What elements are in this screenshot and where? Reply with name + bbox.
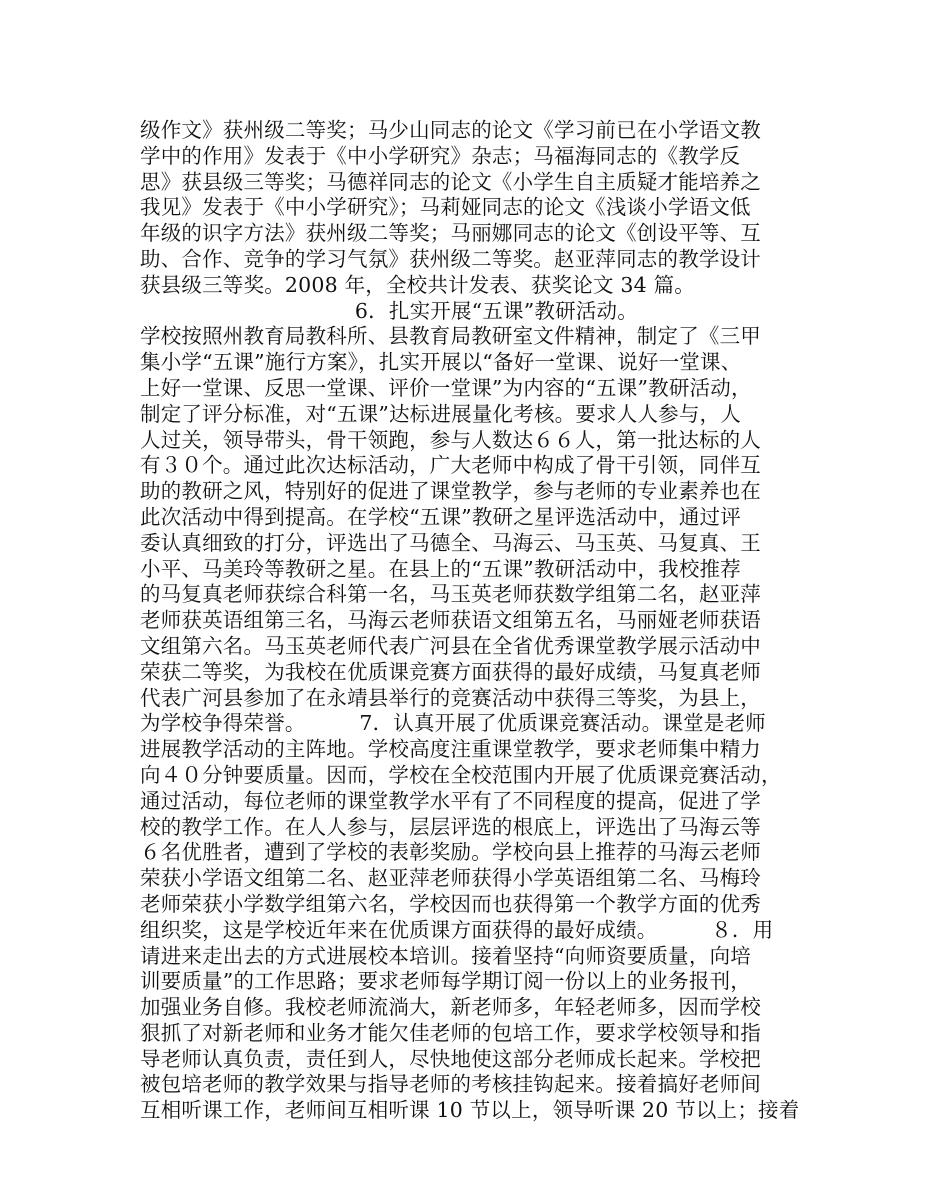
text-line: 校的教学工作。在人人参与，层层评选的根底上，评选出了马海云等 [140, 814, 761, 839]
text-line: 学中的作用》发表于《中小学研究》杂志；马福海同志的《教学反 [140, 143, 741, 168]
text-line: 向４０分钟要质量。因而，学校在全校范围内开展了优质课竞赛活动， [140, 762, 782, 787]
text-line: 级作文》获州级二等奖；马少山同志的论文《学习前已在小学语文教 [140, 118, 761, 142]
text-line: 获县级三等奖。2008 年，全校共计发表、获奖论文 34 篇。 [140, 272, 696, 297]
text-line: 训要质量”的工作思路；要求老师每学期订阅一份以上的业务报刊， [140, 969, 751, 994]
text-line: 狠抓了对新老师和业务才能欠佳老师的包培工作，要求学校领导和指 [140, 1020, 761, 1045]
text-line: 荣获小学语文组第二名、赵亚萍老师获得小学英语组第二名、马梅玲 [140, 866, 761, 891]
text-line: 委认真细致的打分，评选出了马德全、马海云、马玉英、马复真、王 [140, 530, 761, 555]
text-line: ６名优胜者，遭到了学校的表彰奖励。学校向县上推荐的马海云老师 [140, 840, 761, 865]
text-line: 被包培老师的教学效果与指导老师的考核挂钩起来。接着搞好老师间 [140, 1072, 761, 1097]
text-line: 加强业务自修。我校老师流淌大，新老师多，年轻老师多，因而学校 [140, 995, 761, 1020]
text-line: 互相听课工作，老师间互相听课 10 节以上，领导听课 20 节以上；接着 [140, 1098, 800, 1123]
text-line: 的马复真老师获综合科第一名，马玉英老师获数学组第二名，赵亚萍 [140, 582, 761, 607]
text-line: 学校按照州教育局教科所、县教育局教研室文件精神，制定了《三甲 [140, 324, 761, 349]
text-line: 思》获县级三等奖；马德祥同志的论文《小学生自主质疑才能培养之 [140, 169, 761, 194]
text-line: 组织奖，这是学校近年来在优质课方面获得的最好成绩。 ８．用 [140, 917, 774, 942]
text-line: 助、合作、竞争的学习气氛》获州级二等奖。赵亚萍同志的教学设计 [140, 246, 761, 271]
body-text [140, 118, 820, 1124]
text-line: 导老师认真负责，责任到人，尽快地使这部分老师成长起来。学校把 [140, 1046, 761, 1071]
text-line: 人过关，领导带头，骨干领跑，参与人数达６６人，第一批达标的人 [140, 427, 761, 452]
text-line: 制定了评分标准，对“五课”达标进展量化考核。要求人人参与，人 [140, 401, 741, 426]
text-line: 文组第六名。马玉英老师代表广河县在全省优秀课堂教学展示活动中 [140, 633, 761, 658]
text-line: 为学校争得荣誉。 7．认真开展了优质课竞赛活动。课堂是老师 [140, 711, 766, 736]
text-line: 我见》发表于《中小学研究》；马莉娅同志的论文《浅谈小学语文低 [140, 195, 751, 220]
text-line: 6．扎实开展“五课”教研活动。 [140, 298, 638, 323]
text-line: 此次活动中得到提高。在学校“五课”教研之星评选活动中，通过评 [140, 504, 741, 529]
text-line: 助的教研之风，特别好的促进了课堂教学，参与老师的专业素养也在 [140, 479, 761, 504]
text-line: 进展教学活动的主阵地。学校高度注重课堂教学，要求老师集中精力 [140, 737, 761, 762]
text-line: 上好一堂课、反思一堂课、评价一堂课”为内容的“五课”教研活动， [140, 375, 752, 400]
text-line: 荣获二等奖，为我校在优质课竞赛方面获得的最好成绩，马复真老师 [140, 659, 761, 684]
text-line: 老师荣获小学数学组第六名，学校因而也获得第一个教学方面的优秀 [140, 891, 761, 916]
text-line: 老师获英语组第三名，马海云老师获语文组第五名，马丽娅老师获语 [140, 608, 761, 633]
text-line: 有３０个。通过此次达标活动，广大老师中构成了骨干引领，同伴互 [140, 453, 761, 478]
text-line: 请进来走出去的方式进展校本培训。接着坚持“向师资要质量，向培 [140, 943, 751, 968]
text-line: 代表广河县参加了在永靖县举行的竞赛活动中获得三等奖，为县上， [140, 685, 761, 710]
text-line: 集小学“五课”施行方案》，扎实开展以“备好一堂课、说好一堂课、 [140, 350, 742, 375]
text-line: 小平、马美玲等教研之星。在县上的“五课”教研活动中，我校推荐 [140, 556, 741, 581]
text-line: 通过活动，每位老师的课堂教学水平有了不同程度的提高，促进了学 [140, 788, 761, 813]
text-line: 年级的识字方法》获州级二等奖；马丽娜同志的论文《创设平等、互 [140, 221, 761, 246]
